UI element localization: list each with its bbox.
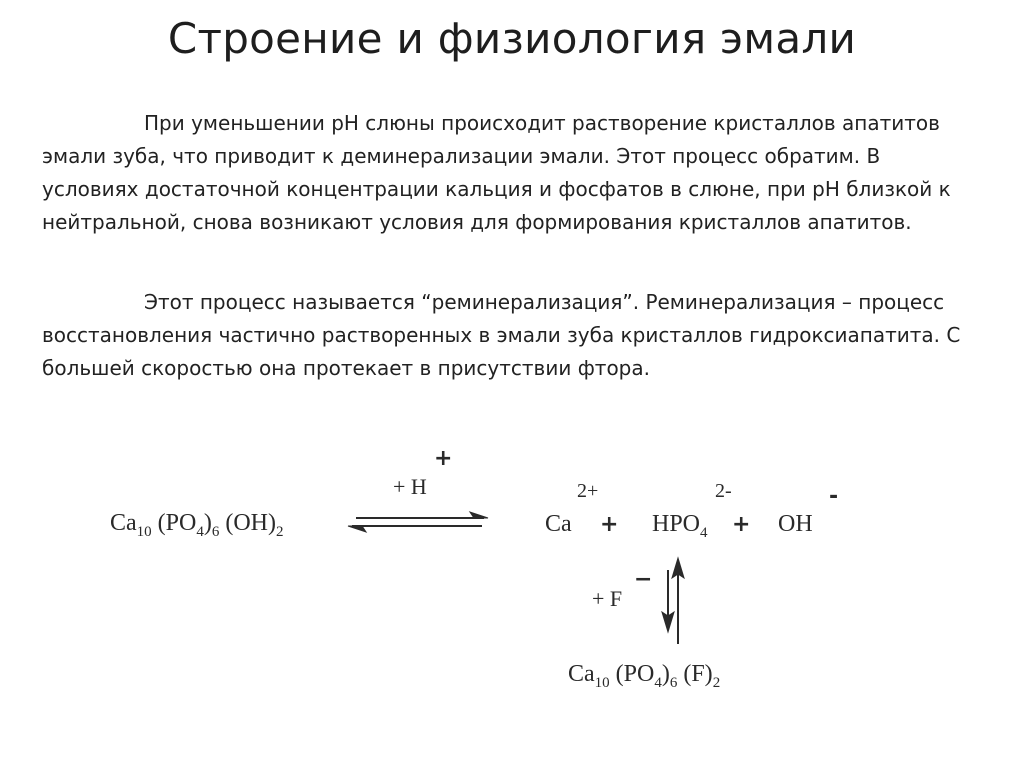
paragraph-2-text: Этот процесс называется “реминерализация”. Реминерализация – процесс восстановления частично растворенных в эмали зуба кристаллов гидроксиапатита. С большей скоростью она протекает в присутствии фтора. <box>42 290 961 380</box>
slide-title: Строение и физиология эмали <box>167 14 857 63</box>
ion-oh-charge: - <box>829 484 839 509</box>
plus-2: + <box>732 512 751 537</box>
ion-hpo4-charge: 2- <box>715 480 732 502</box>
reactant-sub-2: 2 <box>276 524 284 540</box>
catalyst-h: + H <box>393 474 427 499</box>
horizontal-equilibrium-arrow <box>348 512 488 532</box>
catalyst-f: + F <box>592 586 623 611</box>
vertical-equilibrium-arrow <box>662 558 684 644</box>
product-sub-6: 6 <box>669 675 678 691</box>
product-sub-4: 4 <box>654 675 662 691</box>
catalyst-h-charge: + <box>434 446 453 471</box>
reactant-sub-4: 4 <box>196 524 204 540</box>
ion-ca: Ca <box>545 511 572 537</box>
plus-1: + <box>600 512 619 537</box>
ion-ca-charge: 2+ <box>577 480 599 502</box>
catalyst-f-charge: − <box>634 567 653 592</box>
ion-hpo: HPO <box>652 511 701 537</box>
product-ca: Ca <box>568 661 595 687</box>
reactant-sub-6: 6 <box>211 524 220 540</box>
ion-oh: OH <box>778 511 813 537</box>
reactant-po: (PO <box>151 510 197 536</box>
product-paren: ) <box>661 661 670 687</box>
product-sub-10: 10 <box>594 675 610 691</box>
reactant-sub-10: 10 <box>136 524 152 540</box>
product-po: (PO <box>609 661 655 687</box>
reactant-oh: (OH) <box>219 510 276 536</box>
reactant-paren: ) <box>203 510 212 536</box>
product-sub-2: 2 <box>712 675 721 691</box>
ion-hpo-sub: 4 <box>700 525 708 541</box>
product-f: (F) <box>677 661 713 687</box>
reactant-ca: Ca <box>110 510 137 536</box>
paragraph-1-text: При уменьшении рН слюны происходит растворение кристаллов апатитов эмали зуба, что приводит к деминерализации эмали. Этот процесс обратим. В условиях достаточной концентрации кальция и фосфатов в слюне, при рН близкой к нейтральной, снова возникают условия для формирования кристаллов апатитов. <box>42 111 951 234</box>
